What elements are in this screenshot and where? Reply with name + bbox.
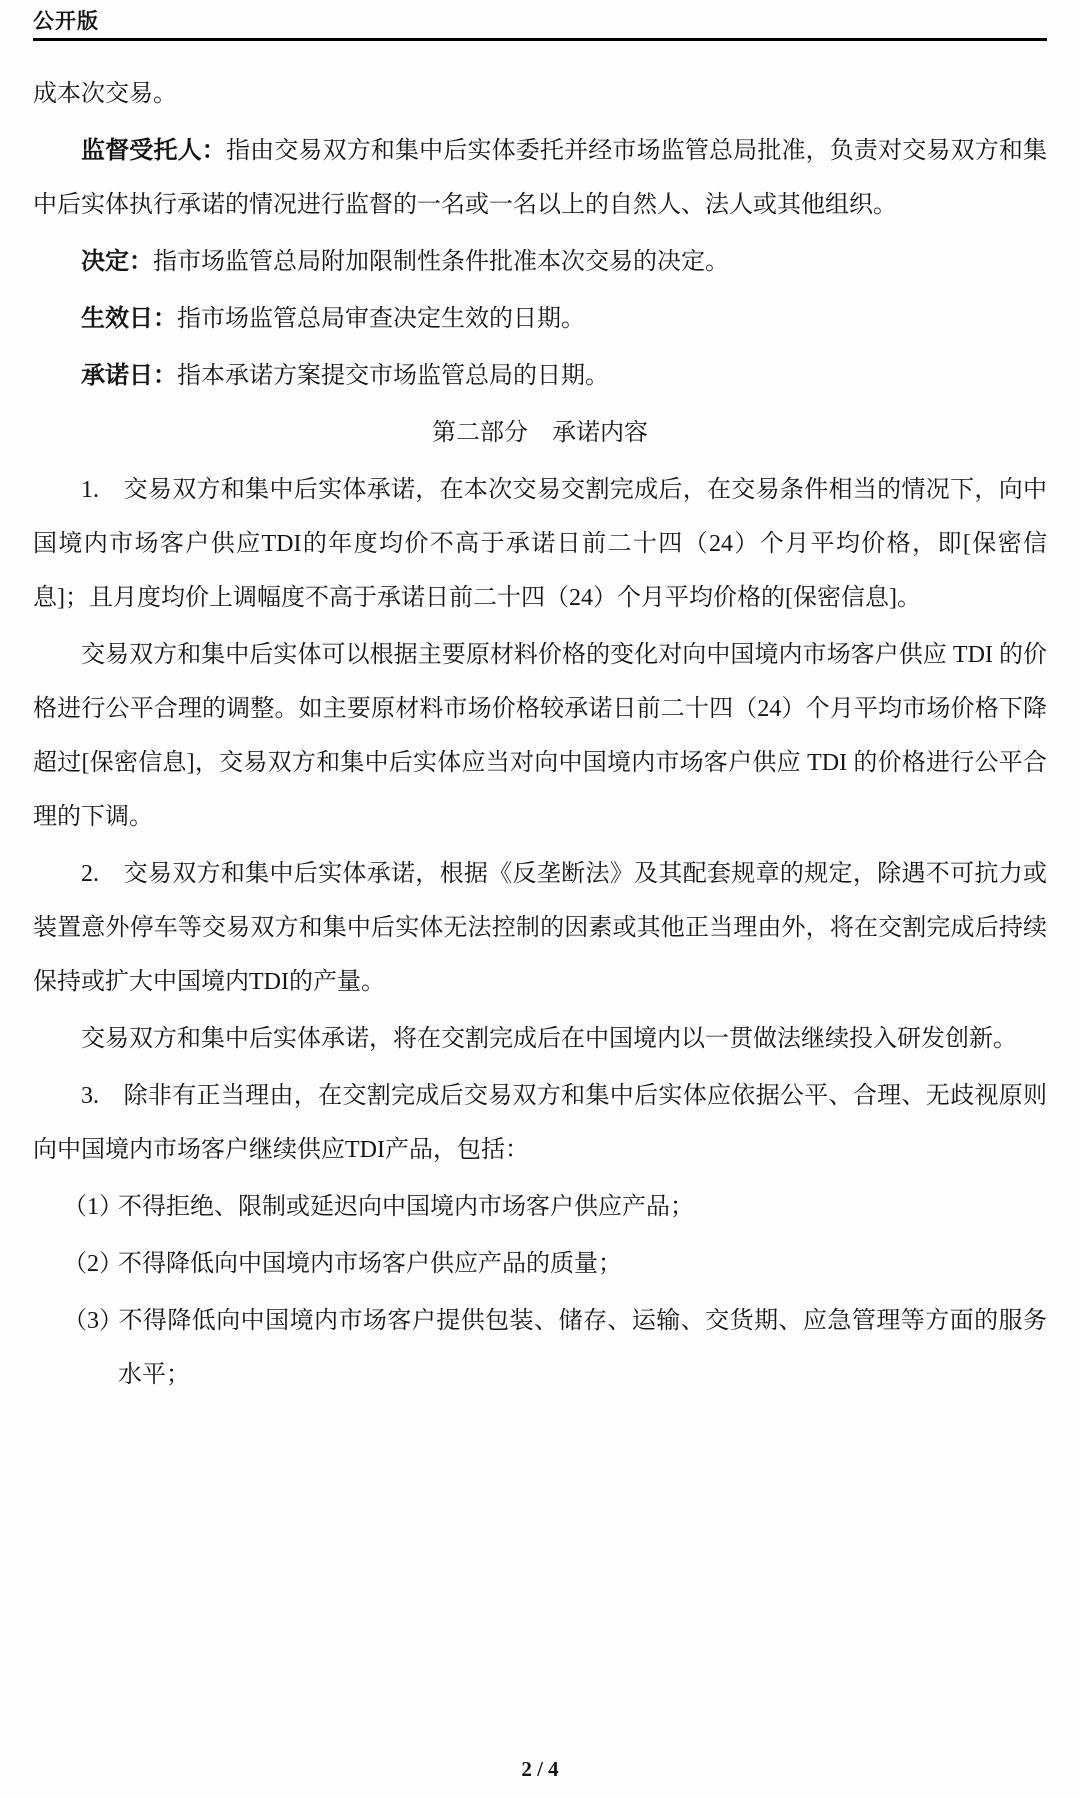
document-body bbox=[33, 67, 1047, 1402]
paragraph-rd-innovation: 交易双方和集中后实体承诺，将在交割完成后在中国境内以一贯做法继续投入研发创新。 bbox=[81, 1026, 1017, 1052]
definition-effective-date bbox=[33, 292, 1047, 346]
list-item-1 bbox=[33, 1180, 1047, 1234]
list-marker: （1） bbox=[63, 1194, 123, 1220]
definition-text: 指由交易双方和集中后实体委托并经市场监管总局批准，负责对交易双方和集中后实体执行承诺的情况进行监督的一名或一名以上的自然人、法人或其他组织。 bbox=[33, 138, 1048, 218]
paragraph-commitment-3: 3. 除非有正当理由，在交割完成后交易双方和集中后实体应依据公平、合理、无歧视原则向中国境内市场客户继续供应TDI产品，包括： bbox=[33, 1083, 1047, 1163]
definition-text: 指市场监管总局附加限制性条件批准本次交易的决定。 bbox=[153, 249, 729, 275]
list-item-3 bbox=[33, 1294, 1047, 1402]
section-heading: 第二部分 承诺内容 bbox=[432, 420, 648, 446]
list-marker: （3） bbox=[63, 1308, 123, 1334]
list-text: 不得降低向中国境内市场客户提供包装、储存、运输、交货期、应急管理等方面的服务水平； bbox=[118, 1308, 1047, 1388]
header-rule bbox=[33, 38, 1047, 41]
definition-commitment-date bbox=[33, 349, 1047, 403]
paragraph-commitment-2: 2. 交易双方和集中后实体承诺，根据《反垄断法》及其配套规章的规定，除遇不可抗力或装置意外停车等交易双方和集中后实体无法控制的因素或其他正当理由外，将在交割完成后持续保持或扩大中国境内TDI的产量。 bbox=[33, 861, 1047, 995]
page-header bbox=[33, 8, 1047, 34]
definition-term: 监督受托人： bbox=[81, 138, 226, 164]
list-item-2 bbox=[33, 1237, 1047, 1291]
list-text: 不得降低向中国境内市场客户供应产品的质量； bbox=[118, 1251, 622, 1277]
definition-text: 指本承诺方案提交市场监管总局的日期。 bbox=[177, 363, 609, 389]
paragraph-continuation: 成本次交易。 bbox=[33, 81, 177, 107]
definition-decision bbox=[33, 235, 1047, 289]
page-footer bbox=[0, 1757, 1080, 1782]
list-marker: （2） bbox=[63, 1251, 123, 1277]
definition-term: 决定： bbox=[81, 249, 153, 275]
definition-text: 指市场监管总局审查决定生效的日期。 bbox=[177, 306, 585, 332]
definition-term: 承诺日： bbox=[81, 363, 177, 389]
page-number: 2 / 4 bbox=[521, 1757, 559, 1781]
classification-label: 公开版 bbox=[33, 9, 99, 33]
list-text: 不得拒绝、限制或延迟向中国境内市场客户供应产品； bbox=[118, 1194, 694, 1220]
definition-term: 生效日： bbox=[81, 306, 177, 332]
paragraph-commitment-1: 1. 交易双方和集中后实体承诺，在本次交易交割完成后，在交易条件相当的情况下，向中国境内市场客户供应TDI的年度均价不高于承诺日前二十四（24）个月平均价格，即[保密信息]；且月度均价上调幅度不高于承诺日前二十四（24）个月平均价格的[保密信息]。 bbox=[33, 477, 1047, 611]
definition-supervising-trustee bbox=[33, 124, 1047, 232]
paragraph-price-adjustment: 交易双方和集中后实体可以根据主要原材料价格的变化对向中国境内市场客户供应 TDI 的价格进行公平合理的调整。如主要原材料市场价格较承诺日前二十四（24）个月平均市场价格下降超过[保密信息]，交易双方和集中后实体应当对向中国境内市场客户供应 TDI 的价格进行公平合理的下调。 bbox=[33, 642, 1047, 830]
